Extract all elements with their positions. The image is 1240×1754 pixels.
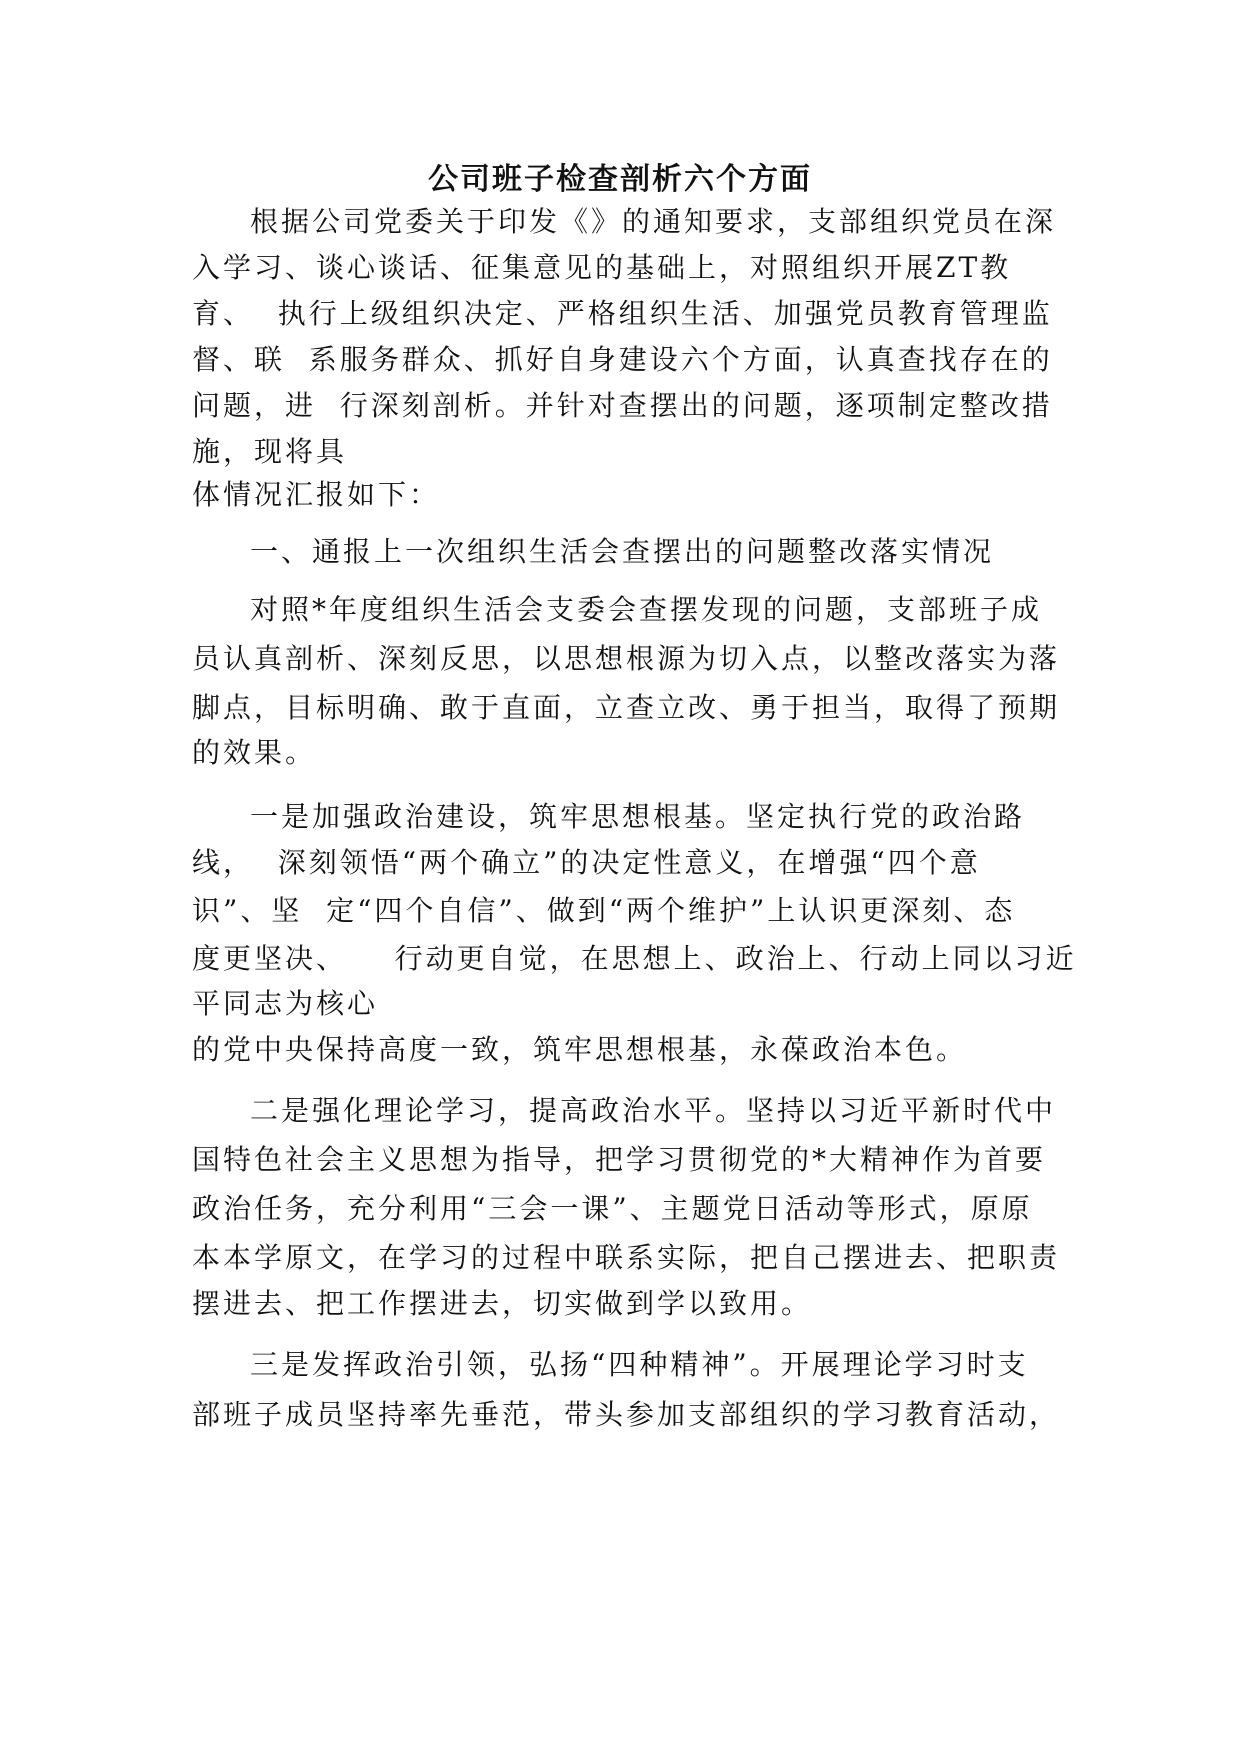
text-line: 摆进去、把工作摆进去，切实做到学以致用。 bbox=[192, 1287, 813, 1320]
section-heading: 一、通报上一次组织生活会查摆出的问题整改落实情况 bbox=[250, 535, 995, 568]
text-line: 体情况汇报如下： bbox=[192, 478, 441, 511]
text-line: 部班子成员坚持率先垂范，带头参加支部组织的学习教育活动， bbox=[192, 1398, 1061, 1431]
text-line: 施，现将具 bbox=[192, 435, 348, 468]
text-line: 督、联 系服务群众、抓好自身建设六个方面，认真查找存在的 bbox=[192, 343, 1053, 376]
text-line: 育、 执行上级组织决定、严格组织生活、加强党员教育管理监 bbox=[192, 297, 1053, 330]
text-line: 线， 深刻领悟“两个确立”的决定性意义，在增强“四个意 bbox=[192, 846, 981, 879]
text-line: 本本学原文，在学习的过程中联系实际，把自己摆进去、把职责 bbox=[192, 1241, 1061, 1274]
document-title: 公司班子检查剖析六个方面 bbox=[428, 162, 812, 197]
text-line: 识”、坚 定“四个自信”、做到“两个维护”上认识更深刻、态 bbox=[192, 894, 1016, 927]
text-line: 问题，进 行深刻剖析。并针对查摆出的问题，逐项制定整改措 bbox=[192, 389, 1053, 422]
text-line: 国特色社会主义思想为指导，把学习贯彻党的*大精神作为首要 bbox=[192, 1143, 1047, 1176]
text-line: 脚点，目标明确、敢于直面，立查立改、勇于担当，取得了预期 bbox=[192, 691, 1061, 724]
text-line: 员认真剖析、深刻反思，以思想根源为切入点，以整改落实为落 bbox=[192, 642, 1061, 675]
text-line: 平同志为核心 bbox=[192, 987, 379, 1020]
text-line: 对照*年度组织生活会支委会查摆发现的问题，支部班子成 bbox=[250, 593, 1043, 626]
text-line: 入学习、谈心谈话、征集意见的基础上，对照组织开展ZT教 bbox=[192, 251, 1012, 284]
text-line: 根据公司党委关于印发《》的通知要求，支部组织党员在深 bbox=[250, 205, 1057, 238]
text-line: 二是强化理论学习，提高政治水平。坚持以习近平新时代中 bbox=[250, 1094, 1057, 1127]
text-line: 度更坚决、 行动更自觉，在思想上、政治上、行动上同以习近 bbox=[192, 942, 1077, 975]
text-line: 的效果。 bbox=[192, 736, 317, 769]
text-line: 一是加强政治建设，筑牢思想根基。坚定执行党的政治路 bbox=[250, 800, 1026, 833]
text-line: 三是发挥政治引领，弘扬“四种精神”。开展理论学习时支 bbox=[250, 1348, 1029, 1381]
text-line: 政治任务，充分利用“三会一课”、主题党日活动等形式，原原 bbox=[192, 1192, 1033, 1225]
text-line: 的党中央保持高度一致，筑牢思想根基，永葆政治本色。 bbox=[192, 1033, 968, 1066]
